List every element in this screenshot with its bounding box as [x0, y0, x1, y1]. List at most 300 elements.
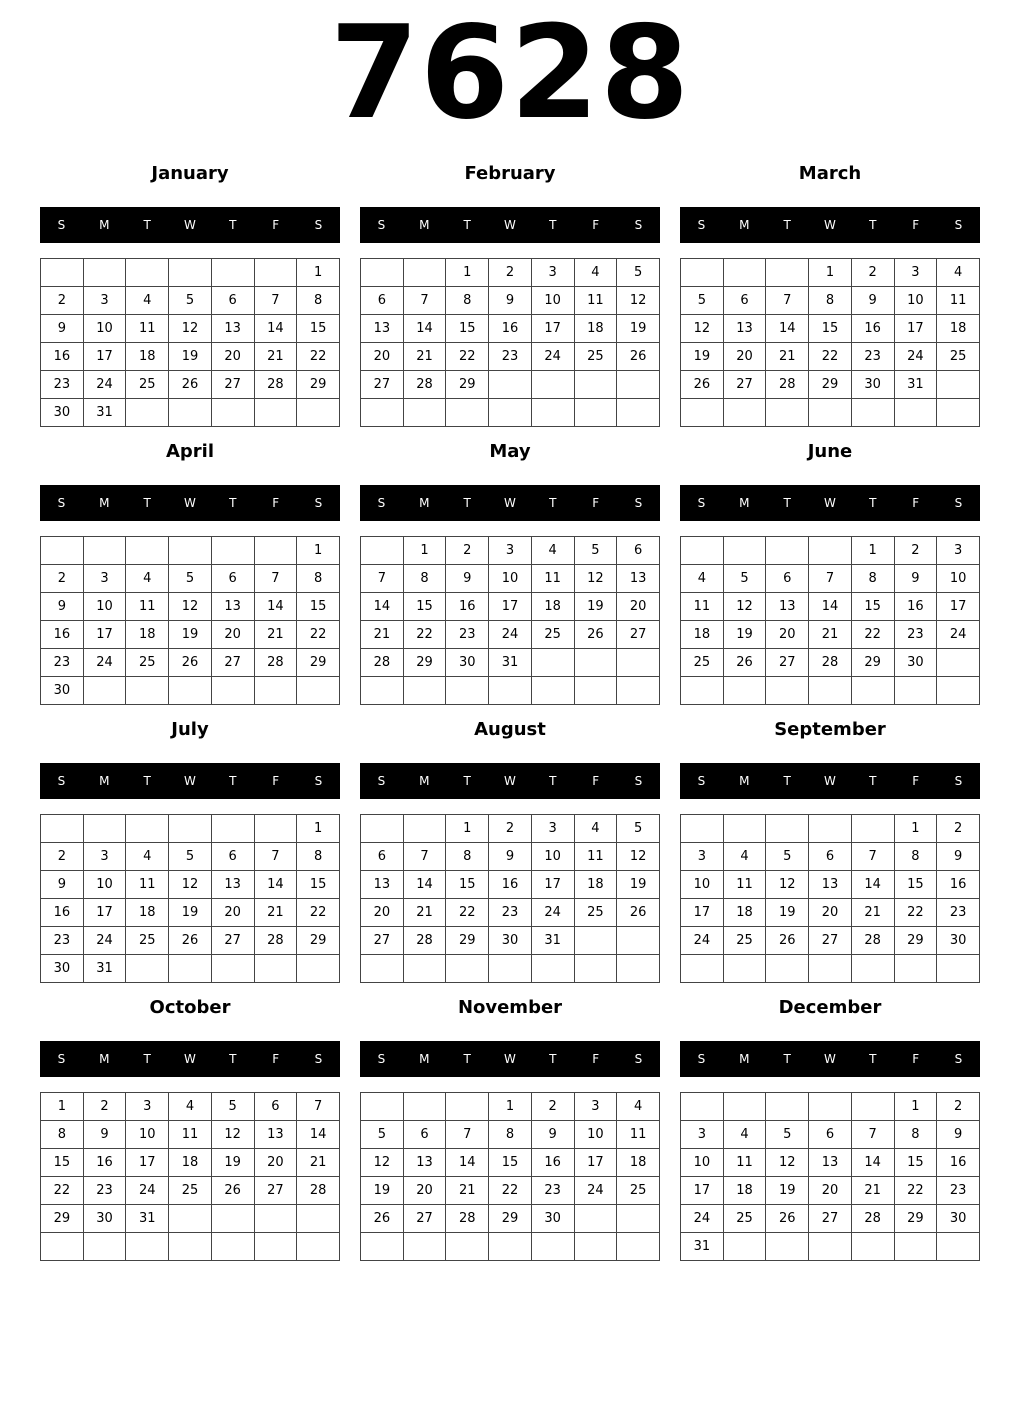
week-row	[361, 927, 660, 955]
day-cell: 6	[211, 843, 254, 871]
day-cell: 26	[361, 1205, 404, 1233]
day-cell: 13	[723, 315, 766, 343]
day-cell: 7	[361, 565, 404, 593]
day-cell: 1	[403, 537, 446, 565]
weekday-label: S	[377, 496, 386, 510]
weekday-label: S	[314, 1052, 323, 1066]
day-cell: 10	[894, 287, 937, 315]
day-cell: 27	[254, 1177, 297, 1205]
day-cell: 25	[126, 649, 169, 677]
day-cell: 16	[41, 899, 84, 927]
weekday-label: T	[143, 774, 151, 788]
weekday-label: F	[592, 774, 600, 788]
day-cell: 29	[894, 1205, 937, 1233]
day-cell	[446, 677, 489, 705]
day-cell: 12	[766, 1149, 809, 1177]
day-cell: 22	[894, 899, 937, 927]
weekday-label: F	[592, 1052, 600, 1066]
day-cell: 28	[766, 371, 809, 399]
day-cell	[489, 371, 532, 399]
week-row	[361, 537, 660, 565]
day-cell: 21	[851, 1177, 894, 1205]
day-cell: 1	[489, 1093, 532, 1121]
day-cell: 11	[937, 287, 980, 315]
day-cell: 22	[446, 899, 489, 927]
weekday-label: F	[912, 218, 920, 232]
day-cell: 29	[489, 1205, 532, 1233]
day-cell: 25	[723, 1205, 766, 1233]
day-cell	[361, 399, 404, 427]
day-cell: 23	[41, 649, 84, 677]
day-cell: 16	[41, 343, 84, 371]
day-cell: 2	[531, 1093, 574, 1121]
day-cell: 21	[361, 621, 404, 649]
day-cell: 13	[254, 1121, 297, 1149]
weekday-label: M	[99, 496, 110, 510]
day-cell	[851, 955, 894, 983]
weekday-label: S	[314, 774, 323, 788]
weekday-label: W	[824, 774, 836, 788]
week-row	[41, 315, 340, 343]
day-cell	[403, 399, 446, 427]
day-cell: 18	[574, 315, 617, 343]
day-cell: 24	[531, 899, 574, 927]
month-name: January	[151, 163, 229, 184]
day-cell	[681, 537, 724, 565]
day-cell: 12	[617, 843, 660, 871]
day-cell: 14	[809, 593, 852, 621]
day-cell: 26	[723, 649, 766, 677]
weekday-label: T	[229, 496, 237, 510]
day-cell	[809, 955, 852, 983]
day-cell	[617, 399, 660, 427]
year-title: 7628	[329, 0, 691, 148]
day-cell: 25	[126, 371, 169, 399]
day-cell	[254, 399, 297, 427]
weekday-label: M	[419, 218, 430, 232]
day-cell: 10	[83, 871, 126, 899]
day-cell: 16	[851, 315, 894, 343]
day-cell: 12	[169, 871, 212, 899]
weekday-label: M	[99, 774, 110, 788]
day-cell: 5	[617, 815, 660, 843]
day-cell	[937, 371, 980, 399]
day-cell	[254, 259, 297, 287]
day-cell: 7	[297, 1093, 340, 1121]
week-row	[41, 871, 340, 899]
day-cell	[489, 1233, 532, 1261]
day-cell	[723, 677, 766, 705]
day-cell: 15	[297, 871, 340, 899]
day-cell: 8	[851, 565, 894, 593]
day-cell: 13	[211, 871, 254, 899]
day-cell: 17	[574, 1149, 617, 1177]
day-cell: 27	[766, 649, 809, 677]
week-row	[361, 955, 660, 983]
day-cell	[169, 259, 212, 287]
weekday-label: T	[783, 774, 791, 788]
day-cell	[169, 1233, 212, 1261]
day-cell: 6	[361, 843, 404, 871]
day-cell: 29	[446, 371, 489, 399]
day-cell	[446, 1233, 489, 1261]
day-cell: 6	[617, 537, 660, 565]
day-cell: 27	[211, 649, 254, 677]
day-cell	[617, 1205, 660, 1233]
weekday-label: S	[314, 496, 323, 510]
week-row	[41, 1093, 340, 1121]
day-cell	[574, 927, 617, 955]
week-row	[361, 259, 660, 287]
day-cell: 11	[723, 1149, 766, 1177]
week-row	[361, 1233, 660, 1261]
day-cell	[254, 1205, 297, 1233]
day-cell	[211, 399, 254, 427]
day-cell: 31	[83, 955, 126, 983]
day-cell: 16	[41, 621, 84, 649]
day-cell: 11	[126, 315, 169, 343]
day-cell	[809, 815, 852, 843]
day-cell: 7	[254, 287, 297, 315]
day-grid	[680, 814, 980, 983]
day-cell: 4	[126, 565, 169, 593]
day-cell: 11	[126, 871, 169, 899]
week-row	[41, 259, 340, 287]
day-cell	[937, 955, 980, 983]
day-cell: 11	[617, 1121, 660, 1149]
weekday-label: S	[314, 218, 323, 232]
day-cell: 28	[851, 927, 894, 955]
month-name: April	[165, 441, 215, 462]
day-cell	[446, 1093, 489, 1121]
day-cell: 8	[894, 843, 937, 871]
weekday-label: W	[824, 496, 836, 510]
day-cell: 16	[489, 315, 532, 343]
day-cell	[169, 537, 212, 565]
day-cell: 12	[574, 565, 617, 593]
day-cell: 11	[574, 843, 617, 871]
week-row	[681, 287, 980, 315]
month-name: August	[474, 719, 546, 740]
day-cell: 15	[894, 871, 937, 899]
day-cell: 25	[574, 899, 617, 927]
day-cell: 2	[851, 259, 894, 287]
week-row	[41, 1205, 340, 1233]
day-cell	[809, 1233, 852, 1261]
day-cell: 7	[851, 843, 894, 871]
day-cell: 19	[766, 899, 809, 927]
week-row	[41, 955, 340, 983]
day-cell: 6	[211, 287, 254, 315]
day-cell: 7	[254, 565, 297, 593]
weekday-label: T	[549, 218, 557, 232]
day-cell	[169, 955, 212, 983]
day-cell: 9	[851, 287, 894, 315]
day-cell: 22	[489, 1177, 532, 1205]
day-cell: 30	[851, 371, 894, 399]
day-cell	[41, 259, 84, 287]
day-cell	[83, 677, 126, 705]
day-cell: 21	[809, 621, 852, 649]
day-grid	[680, 258, 980, 427]
weekday-header	[360, 763, 660, 799]
day-cell: 29	[41, 1205, 84, 1233]
weekday-label: T	[229, 218, 237, 232]
day-cell: 7	[809, 565, 852, 593]
day-cell: 6	[809, 843, 852, 871]
day-cell: 21	[254, 343, 297, 371]
day-cell: 6	[211, 565, 254, 593]
day-cell	[723, 399, 766, 427]
day-cell: 19	[169, 621, 212, 649]
day-cell	[403, 677, 446, 705]
week-row	[681, 649, 980, 677]
day-cell: 1	[809, 259, 852, 287]
weekday-label: S	[57, 774, 66, 788]
weekday-label: F	[592, 496, 600, 510]
day-cell: 20	[809, 899, 852, 927]
day-cell: 16	[531, 1149, 574, 1177]
day-cell	[403, 1233, 446, 1261]
day-cell: 24	[681, 1205, 724, 1233]
day-cell: 29	[446, 927, 489, 955]
day-cell	[126, 259, 169, 287]
day-cell: 4	[126, 287, 169, 315]
day-cell: 27	[211, 927, 254, 955]
day-cell: 29	[297, 927, 340, 955]
day-cell	[83, 259, 126, 287]
day-cell: 19	[617, 871, 660, 899]
day-cell: 2	[41, 565, 84, 593]
day-cell: 19	[681, 343, 724, 371]
day-cell	[574, 1205, 617, 1233]
week-row	[41, 287, 340, 315]
day-cell: 2	[41, 843, 84, 871]
day-cell: 16	[937, 871, 980, 899]
day-cell: 25	[126, 927, 169, 955]
weekday-label: W	[504, 496, 516, 510]
day-cell	[937, 1233, 980, 1261]
day-cell: 24	[83, 371, 126, 399]
day-cell: 8	[446, 287, 489, 315]
day-cell: 6	[766, 565, 809, 593]
day-cell: 2	[894, 537, 937, 565]
day-cell	[766, 1233, 809, 1261]
day-cell: 28	[254, 649, 297, 677]
day-cell: 22	[851, 621, 894, 649]
day-cell: 7	[766, 287, 809, 315]
day-cell	[489, 399, 532, 427]
weekday-label: S	[634, 774, 643, 788]
day-cell	[681, 677, 724, 705]
day-cell: 22	[403, 621, 446, 649]
weekday-header	[680, 207, 980, 243]
week-row	[681, 621, 980, 649]
day-cell: 13	[211, 593, 254, 621]
day-cell	[403, 955, 446, 983]
weekday-label: S	[57, 1052, 66, 1066]
weekday-header	[680, 1041, 980, 1077]
day-cell	[531, 649, 574, 677]
day-cell: 26	[574, 621, 617, 649]
day-cell: 5	[681, 287, 724, 315]
day-cell: 20	[766, 621, 809, 649]
day-cell: 8	[446, 843, 489, 871]
day-cell	[211, 955, 254, 983]
day-cell	[809, 399, 852, 427]
day-cell	[169, 677, 212, 705]
day-cell: 1	[297, 259, 340, 287]
day-cell: 7	[851, 1121, 894, 1149]
day-cell: 22	[297, 621, 340, 649]
day-cell: 2	[489, 259, 532, 287]
week-row	[681, 1177, 980, 1205]
day-cell: 24	[937, 621, 980, 649]
day-cell	[254, 677, 297, 705]
weekday-label: T	[783, 496, 791, 510]
day-cell: 8	[809, 287, 852, 315]
day-cell: 25	[937, 343, 980, 371]
day-cell: 31	[83, 399, 126, 427]
day-cell: 29	[851, 649, 894, 677]
day-cell: 1	[446, 815, 489, 843]
week-row	[681, 399, 980, 427]
week-row	[361, 1121, 660, 1149]
month-name: February	[464, 163, 556, 184]
day-cell: 5	[169, 287, 212, 315]
day-cell: 12	[361, 1149, 404, 1177]
day-cell: 22	[297, 899, 340, 927]
day-cell: 4	[169, 1093, 212, 1121]
weekday-label: T	[783, 218, 791, 232]
day-cell: 9	[894, 565, 937, 593]
day-cell: 20	[361, 899, 404, 927]
day-cell: 14	[851, 871, 894, 899]
day-cell: 2	[937, 1093, 980, 1121]
weekday-label: T	[143, 218, 151, 232]
month-name: December	[778, 997, 882, 1018]
day-cell: 25	[617, 1177, 660, 1205]
week-row	[681, 927, 980, 955]
week-row	[41, 593, 340, 621]
day-grid	[680, 536, 980, 705]
day-cell: 14	[403, 315, 446, 343]
week-row	[681, 343, 980, 371]
day-cell: 23	[937, 1177, 980, 1205]
day-cell: 14	[361, 593, 404, 621]
week-row	[41, 537, 340, 565]
day-cell	[126, 399, 169, 427]
day-cell	[211, 677, 254, 705]
weekday-label: S	[954, 774, 963, 788]
week-row	[681, 315, 980, 343]
day-cell: 12	[211, 1121, 254, 1149]
week-row	[681, 1149, 980, 1177]
day-cell: 23	[894, 621, 937, 649]
day-cell	[83, 1233, 126, 1261]
day-cell: 27	[723, 371, 766, 399]
weekday-label: S	[377, 774, 386, 788]
day-cell: 5	[766, 1121, 809, 1149]
day-cell: 18	[531, 593, 574, 621]
day-cell: 18	[126, 899, 169, 927]
week-row	[41, 343, 340, 371]
day-cell: 16	[446, 593, 489, 621]
day-cell	[574, 371, 617, 399]
day-cell: 1	[41, 1093, 84, 1121]
day-cell: 4	[574, 259, 617, 287]
day-cell: 8	[297, 843, 340, 871]
day-cell: 30	[937, 927, 980, 955]
week-row	[41, 1177, 340, 1205]
day-cell: 5	[617, 259, 660, 287]
day-cell	[894, 399, 937, 427]
day-cell: 12	[617, 287, 660, 315]
day-cell	[766, 815, 809, 843]
day-cell: 8	[894, 1121, 937, 1149]
day-cell	[254, 1233, 297, 1261]
day-cell: 21	[254, 621, 297, 649]
day-cell: 5	[766, 843, 809, 871]
day-cell	[937, 649, 980, 677]
day-cell: 21	[446, 1177, 489, 1205]
week-row	[681, 565, 980, 593]
day-cell: 29	[894, 927, 937, 955]
day-cell: 25	[169, 1177, 212, 1205]
day-cell	[681, 815, 724, 843]
day-cell: 23	[489, 899, 532, 927]
week-row	[361, 593, 660, 621]
weekday-label: S	[57, 496, 66, 510]
day-cell: 30	[894, 649, 937, 677]
week-row	[681, 371, 980, 399]
day-cell	[574, 955, 617, 983]
day-cell: 18	[617, 1149, 660, 1177]
day-cell	[361, 1233, 404, 1261]
weekday-label: M	[739, 774, 750, 788]
day-cell	[681, 399, 724, 427]
day-cell: 24	[83, 649, 126, 677]
day-cell: 26	[211, 1177, 254, 1205]
month-name: June	[807, 441, 853, 462]
day-cell: 5	[169, 565, 212, 593]
day-cell: 28	[403, 927, 446, 955]
day-cell	[809, 1093, 852, 1121]
week-row	[681, 1205, 980, 1233]
day-cell	[126, 677, 169, 705]
day-cell: 23	[41, 927, 84, 955]
day-cell: 18	[126, 621, 169, 649]
day-cell	[766, 1093, 809, 1121]
day-cell: 23	[937, 899, 980, 927]
day-cell: 25	[681, 649, 724, 677]
day-cell: 30	[41, 955, 84, 983]
day-cell	[681, 1093, 724, 1121]
day-cell: 30	[489, 927, 532, 955]
week-row	[361, 843, 660, 871]
day-cell: 28	[254, 927, 297, 955]
day-cell: 3	[681, 843, 724, 871]
day-cell: 20	[403, 1177, 446, 1205]
day-cell: 26	[169, 927, 212, 955]
weekday-label: F	[272, 496, 280, 510]
day-cell: 8	[297, 287, 340, 315]
day-cell: 24	[894, 343, 937, 371]
day-cell	[361, 955, 404, 983]
day-cell	[851, 1233, 894, 1261]
day-cell: 30	[446, 649, 489, 677]
day-cell: 19	[361, 1177, 404, 1205]
